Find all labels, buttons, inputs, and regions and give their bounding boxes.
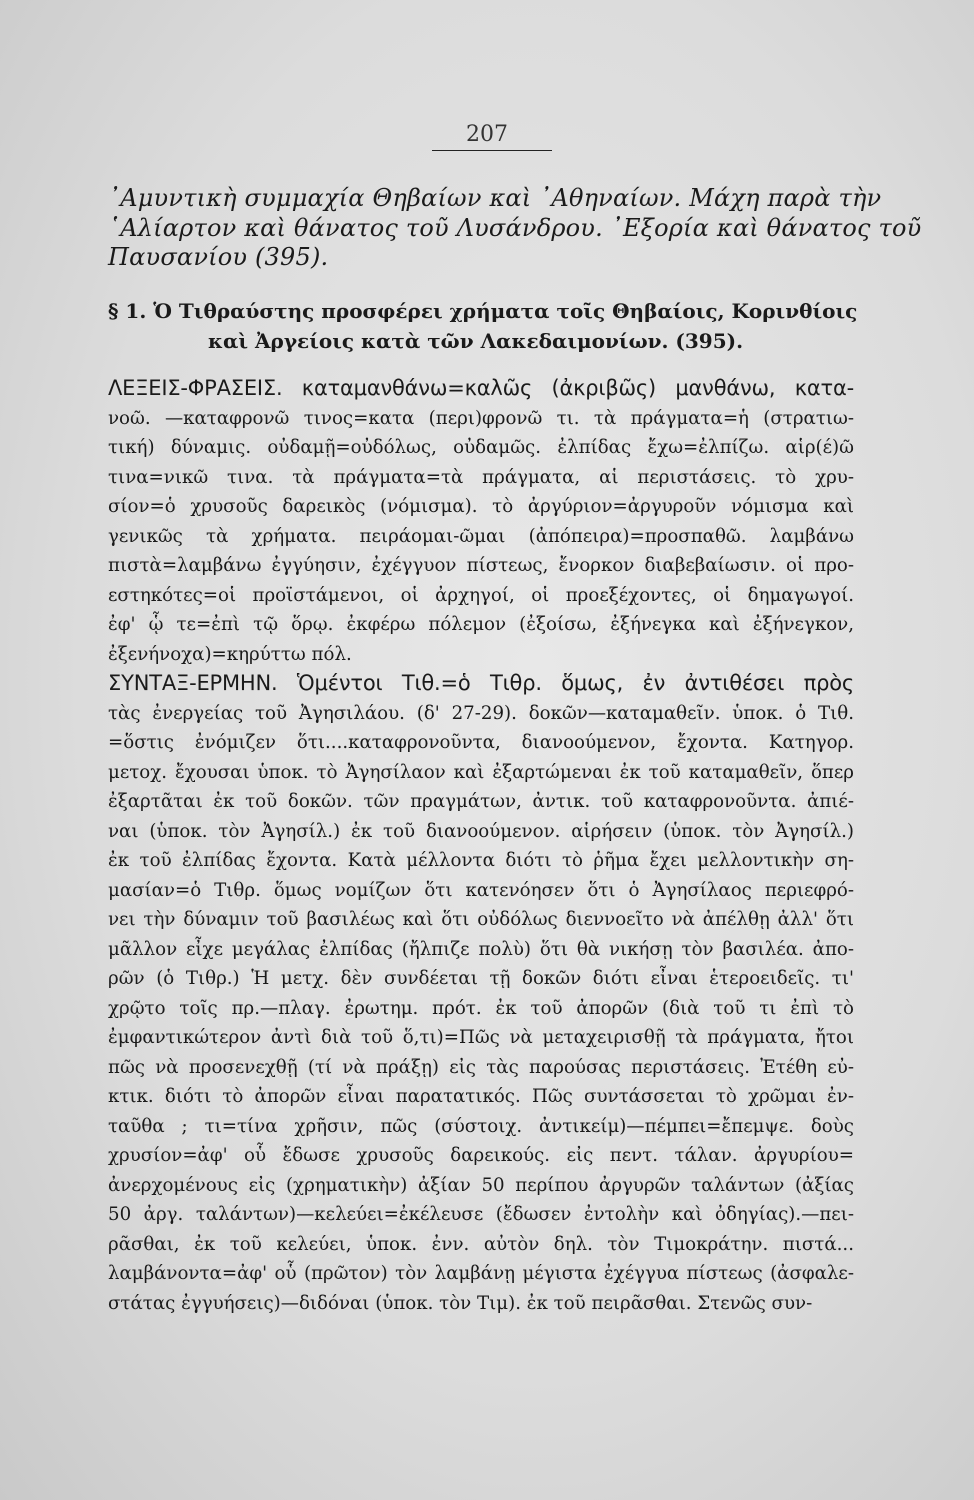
body-line: νοῶ. —καταφρονῶ τινος=κατα (περι)φρονῶ τι. τὰ πράγματα=ἡ (στρατιω- [108, 407, 854, 429]
body-line: στάτας ἐγγυήσεις)—διδόναι (ὑποκ. τὸν Τιμ). ἐκ τοῦ πειρᾶσθαι. Στενῶς συν- [108, 1292, 813, 1314]
body-line: λαμβάνοντα=ἀφ' οὗ (πρῶτον) τὸν λαμβάνῃ μέγιστα ἐχέγγυα πίστεως (ἀσφαλε- [108, 1263, 854, 1284]
body-line: εστηκότες=οἱ προϊστάμενοι, οἱ ἀρχηγοί, οἱ προεξέχοντες, οἱ δημαγωγοί. [108, 584, 854, 606]
body-line: ἐμφαντικώτερον ἀντὶ διὰ τοῦ ὅ,τι)=Πῶς νὰ μεταχειρισθῇ τὰ πράγματα, ἤτοι [108, 1027, 854, 1048]
body-line: μετοχ. ἔχουσαι ὑποκ. τὸ Ἀγησίλαον καὶ ἐξαρτώμεναι ἐκ τοῦ καταμαθεῖν, ὅπερ [108, 761, 854, 783]
chapter-title [108, 182, 922, 271]
body-line: ΣΥΝΤΑΞ-ΕΡΜΗΝ. Ὁμέντοι Τιθ.=ὁ Τιθρ. ὅμως, ἐν ἀντιθέσει πρὸς [108, 671, 854, 695]
body-line: ἐφ' ᾧ τε=ἐπὶ τῷ ὅρῳ. ἐκφέρω πόλεμον (ἐξοίσω, ἐξήνεγκα καὶ ἐξήνεγκον, [108, 614, 854, 635]
body-line: ἐξενήνοχα)=κηρύττω πόλ. [108, 643, 352, 665]
body-line: =ὅστις ἐνόμιζεν ὅτι....καταφρονοῦντα, διανοούμενον, ἔχοντα. Κατηγορ. [108, 732, 854, 753]
body-line: ταῦθα ; τι=τίνα χρῆσιν, πῶς (σύστοιχ. ἀντικείμ)—πέμπει=ἔπεμψε. δοὺς [108, 1115, 854, 1137]
title-line: ῾Αλίαρτον καὶ θάνατος τοῦ Λυσάνδρου. ᾿Εξορία καὶ θάνατος τοῦ [108, 213, 922, 242]
body-line: μᾶλλον εἶχε μεγάλας ἐλπίδας (ἤλπιζε πολὺ) ὅτι θὰ νικήσῃ τὸν βασιλέα. ἀπο- [108, 938, 854, 960]
body-line: ἀνερχομένους εἰς (χρηματικὴν) ἀξίαν 50 περίπου ἀργυρῶν ταλάντων (ἀξίας [108, 1174, 854, 1196]
body-line: τική) δύναμις. οὐδαμῇ=οὐδόλως, οὐδαμῶς. ἐλπίδας ἔχω=ἐλπίζω. αἱρ(έ)ῶ [108, 437, 854, 458]
page-number: 207 [466, 122, 508, 147]
section-line: καὶ Ἀργείοις κατὰ τῶν Λακεδαιμονίων. (395). [208, 328, 744, 353]
body-line: τινα=νικῶ τινα. τὰ πράγματα=τὰ πράγματα, αἱ περιστάσεις. τὸ χρυ- [108, 466, 854, 488]
body-line: ἐξαρτᾶται ἐκ τοῦ δοκῶν. τῶν πραγμάτων, ἀντικ. τοῦ καταφρονοῦντα. ἀπιέ- [108, 791, 854, 812]
body-text [108, 374, 854, 1318]
body-line: νει τὴν δύναμιν τοῦ βασιλέως καὶ ὅτι οὐδόλως διεννοεῖτο νὰ ἀπέλθῃ ἀλλ' ὅτι [108, 909, 854, 930]
body-line: πιστὰ=λαμβάνω ἐγγύησιν, ἐχέγγυον πίστεως, ἔνορκον διαβεβαίωσιν. οἱ προ- [108, 555, 854, 576]
body-line: ΛΕΞΕΙΣ-ΦΡΑΣΕΙΣ. καταμανθάνω=καλῶς (ἀκριβῶς) μανθάνω, κατα- [108, 376, 854, 400]
body-line: γενικῶς τὰ χρήματα. πειράομαι-ῶμαι (ἀπόπειρα)=προσπαθῶ. λαμβάνω [108, 525, 854, 547]
body-line: κτικ. διότι τὸ ἀπορῶν εἶναι παρατατικός. Πῶς συντάσσεται τὸ χρῶμαι ἐν- [108, 1086, 854, 1107]
body-line: μασίαν=ὁ Τιθρ. ὅμως νομίζων ὅτι κατενόησεν ὅτι ὁ Ἀγησίλαος περιεφρό- [108, 879, 854, 901]
body-line: ρᾶσθαι, ἐκ τοῦ κελεύει, ὑποκ. ἐνν. αὐτὸν δηλ. τὸν Τιμοκράτην. πιστά... [108, 1233, 854, 1255]
body-line: χρῷτο τοῖς πρ.—πλαγ. ἐρωτημ. πρότ. ἐκ τοῦ ἀπορῶν (διὰ τοῦ τι ἐπὶ τὸ [108, 997, 854, 1019]
body-line: χρυσίον=ἀφ' οὗ ἔδωσε χρυσοῦς δαρεικούς. εἰς πεντ. τάλαν. ἀργυρίου= [108, 1145, 854, 1166]
body-line: σίον=ὁ χρυσοῦς δαρεικὸς (νόμισμα). τὸ ἀργύριον=ἀργυροῦν νόμισμα καὶ [108, 496, 854, 517]
section-heading [108, 296, 858, 355]
body-line: τὰς ἐνεργείας τοῦ Ἀγησιλάου. (δ' 27-29). δοκῶν—καταμαθεῖν. ὑποκ. ὁ Τιθ. [108, 702, 854, 724]
body-line: πῶς νὰ προσενεχθῇ (τί νὰ πράξῃ) εἰς τὰς παρούσας περιστάσεις. Ἐτέθη εὐ- [108, 1056, 854, 1078]
body-line: 50 ἀργ. ταλάντων)—κελεύει=ἐκέλευσε (ἔδωσεν ἐντολὴν καὶ ὀδηγίας).—πει- [108, 1204, 854, 1225]
title-line: Παυσανίου (395). [108, 243, 329, 271]
body-line: ἐκ τοῦ ἐλπίδας ἔχοντα. Κατὰ μέλλοντα διότι τὸ ῥῆμα ἔχει μελλοντικὴν ση- [108, 850, 854, 871]
section-line: § 1. Ὁ Τιθραύστης προσφέρει χρήματα τοῖς Θηβαίοις, Κορινθίοις [108, 299, 858, 323]
page-number-rule [432, 150, 552, 151]
body-line: ναι (ὑποκ. τὸν Ἀγησίλ.) ἐκ τοῦ διανοούμενον. αἱρήσειν (ὑποκ. τὸν Ἀγησίλ.) [108, 820, 854, 842]
body-line: ρῶν (ὁ Τιθρ.) Ἡ μετχ. δὲν συνδέεται τῇ δοκῶν διότι εἶναι ἑτεροειδεῖς. τι' [108, 968, 854, 989]
title-line: ᾿Αμυντικὴ συμμαχία Θηβαίων καὶ ᾿Αθηναίων. Μάχη παρὰ τὴν [108, 184, 882, 212]
